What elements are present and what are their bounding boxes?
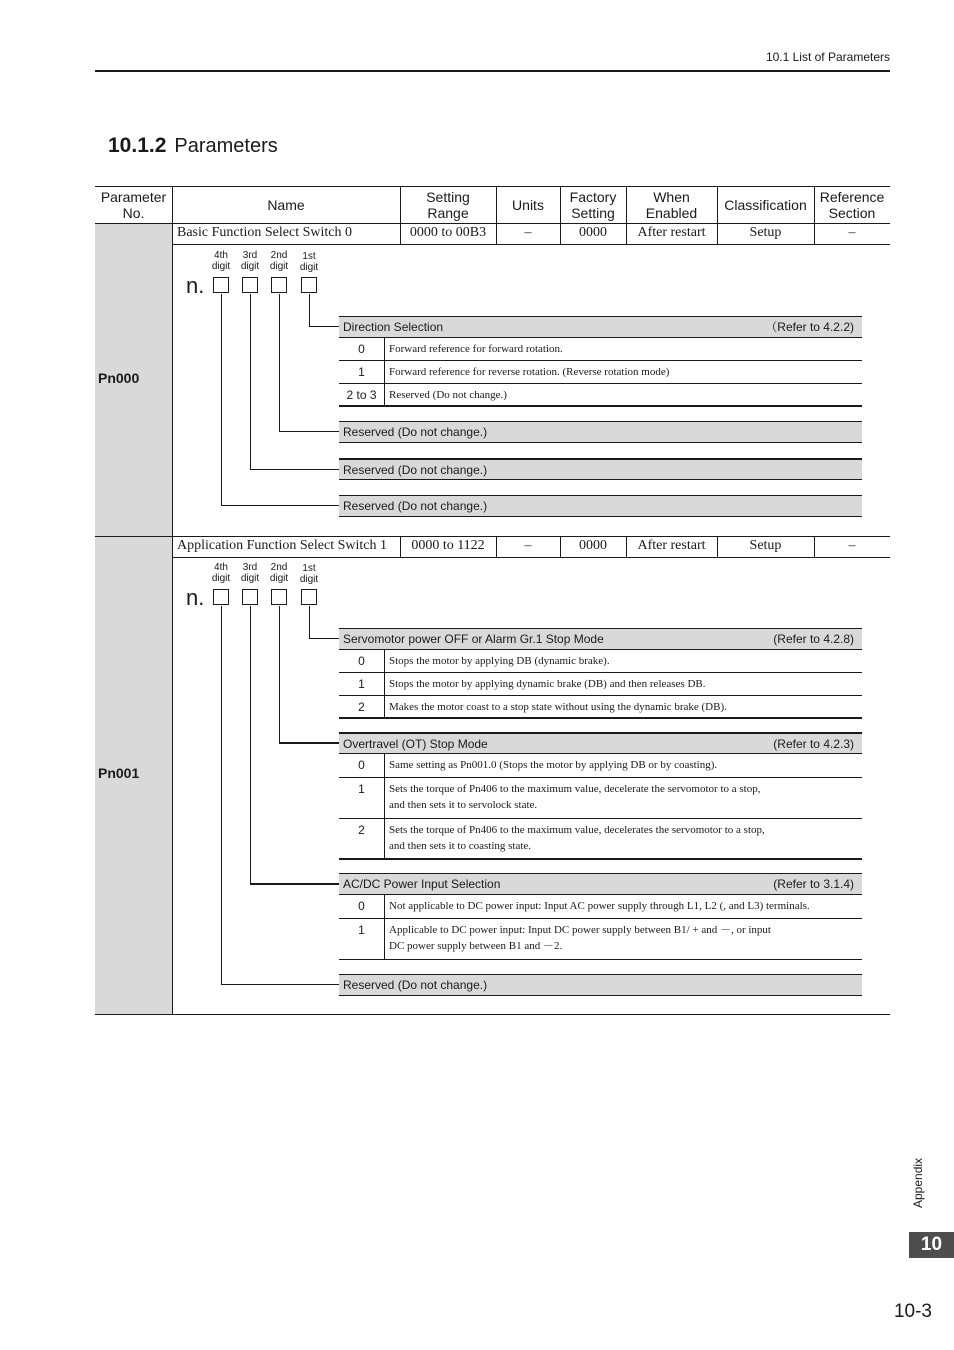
digit-box-3rd <box>242 589 258 605</box>
digit-box-4th <box>213 277 229 293</box>
pn000-classification: Setup <box>749 225 782 240</box>
section-title <box>108 134 278 158</box>
pn001-enabled: After restart <box>637 538 706 553</box>
pn000-enabled: After restart <box>637 225 706 240</box>
header-rule <box>95 70 890 72</box>
setting-row: 0 Stops the motor by applying DB (dynamic brake). <box>339 650 862 673</box>
digit-label-3rd: 3rd digit <box>240 562 260 584</box>
digit-label-4th: 4th digit <box>211 250 231 272</box>
n-prefix: n. <box>186 273 205 298</box>
pn000-range: 0000 to 00B3 <box>409 225 487 240</box>
col-header-reference-section: Reference Section <box>819 189 885 221</box>
pn000-reserved-3rd: Reserved (Do not change.) <box>339 458 862 480</box>
setting-bar: Direction Selection （Refer to 4.2.2) <box>339 316 862 338</box>
pn000-reserved-4th: Reserved (Do not change.) <box>339 495 862 517</box>
section-number: 10.1.2 <box>108 134 167 157</box>
running-header: 10.1 List of Parameters <box>765 50 890 64</box>
pn000-number: Pn000 <box>98 370 140 386</box>
digit-box-4th <box>213 589 229 605</box>
setting-bar: Overtravel (OT) Stop Mode (Refer to 4.2.3) <box>339 732 862 754</box>
digit-label-2nd: 2nd digit <box>269 562 289 584</box>
digit-label-2nd: 2nd digit <box>269 250 289 272</box>
setting-row: 1 Sets the torque of Pn406 to the maximum value, decelerate the servomotor to a stop, and then sets it to servolock state. <box>339 778 862 819</box>
reference-link: (Refer to 4.2.3) <box>773 737 854 751</box>
digit-box-3rd <box>242 277 258 293</box>
col-rule-1 <box>172 186 173 1014</box>
setting-row: 1 Stops the motor by applying dynamic brake (DB) and then releases DB. <box>339 673 862 696</box>
pn001-number: Pn001 <box>98 765 140 781</box>
pn001-range: 0000 to 1122 <box>411 538 485 553</box>
section-title-text: Parameters <box>174 135 278 157</box>
n-prefix: n. <box>186 585 205 610</box>
setting-bar: Servomotor power OFF or Alarm Gr.1 Stop Mode (Refer to 4.2.8) <box>339 628 862 650</box>
pn000-name: Basic Function Select Switch 0 <box>177 225 352 240</box>
table-bottom-rule <box>95 1014 890 1015</box>
page-number: 10-3 <box>893 1301 932 1322</box>
setting-row: 1 Applicable to DC power input: Input DC power supply between B1/ + and －, or input DC power supply between B1 and －2. <box>339 919 862 960</box>
pn000-row-rule <box>172 244 890 245</box>
col-header-setting-range: Setting Range <box>426 189 470 221</box>
col-header-when-enabled: When Enabled <box>645 189 698 221</box>
setting-row: 2 Makes the motor coast to a stop state without using the dynamic brake (DB). <box>339 696 862 719</box>
col-header-parameter-no: Parameter No. <box>100 189 167 221</box>
col-header-units: Units <box>512 197 544 213</box>
digit-box-1st <box>301 589 317 605</box>
digit-label-3rd: 3rd digit <box>240 250 260 272</box>
reference-link: (Refer to 3.1.4) <box>773 877 854 891</box>
pn001-units: – <box>524 538 532 553</box>
digit-label-4th: 4th digit <box>211 562 231 584</box>
pn000-reference: – <box>848 225 856 240</box>
chapter-tab: 10 <box>909 1232 954 1258</box>
pn000-bottom-rule <box>95 536 890 537</box>
header-bottom-rule <box>95 223 890 224</box>
pn000-factory: 0000 <box>579 225 607 240</box>
digit-label-1st: 1st digit <box>299 251 319 273</box>
pn001-reserved-4th: Reserved (Do not change.) <box>339 974 862 996</box>
connector-4th <box>221 606 340 985</box>
setting-row: 2 to 3 Reserved (Do not change.) <box>339 384 862 407</box>
digit-box-2nd <box>271 277 287 293</box>
reference-link: (Refer to 4.2.8) <box>773 632 854 646</box>
reference-link: （Refer to 4.2.2) <box>765 320 854 334</box>
pn000-units: – <box>524 225 532 240</box>
setting-row: 2 Sets the torque of Pn406 to the maximum value, decelerates the servomotor to a stop, and then sets it to coasting state. <box>339 819 862 860</box>
digit-label-1st: 1st digit <box>299 563 319 585</box>
setting-row: 0 Not applicable to DC power input: Input AC power supply through L1, L2 (, and L3) terminals. <box>339 895 862 919</box>
digit-box-2nd <box>271 589 287 605</box>
pn000-reserved-2nd: Reserved (Do not change.) <box>339 421 862 443</box>
col-header-factory-setting: Factory Setting <box>569 189 617 221</box>
connector-4th <box>221 294 340 506</box>
pn001-name: Application Function Select Switch 1 <box>177 538 387 553</box>
setting-row: 0 Same setting as Pn001.0 (Stops the motor by applying DB or by coasting). <box>339 754 862 778</box>
setting-row: 0 Forward reference for forward rotation. <box>339 338 862 361</box>
appendix-side-label: Appendix <box>911 1157 925 1208</box>
setting-bar: AC/DC Power Input Selection (Refer to 3.1.4) <box>339 873 862 895</box>
pn001-row-rule <box>172 557 890 558</box>
pn001-reference: – <box>848 538 856 553</box>
pn001-classification: Setup <box>749 538 782 553</box>
digit-box-1st <box>301 277 317 293</box>
col-header-name: Name <box>267 197 305 213</box>
setting-row: 1 Forward reference for reverse rotation. (Reverse rotation mode) <box>339 361 862 384</box>
pn001-factory: 0000 <box>579 538 607 553</box>
col-header-classification: Classification <box>724 197 807 213</box>
